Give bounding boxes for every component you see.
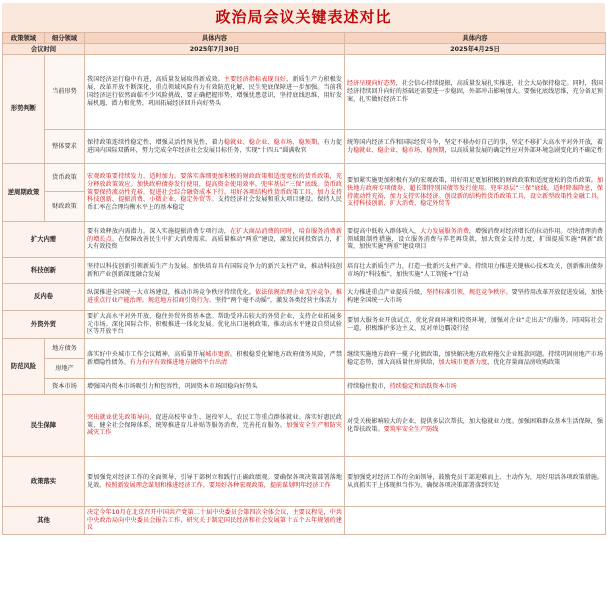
cell-a: 坚持以科技创新引领新质生产力发展。加快培育具有国际竞争力的新兴支柱产业，推动科技创新和产业创新深度融合发展 xyxy=(85,258,345,284)
comparison-table xyxy=(2,32,606,535)
cell-b: 要加紧实施更加积极有为的宏观政策，用好用足更加积极的财政政策和适度宽松的货币政策。加快地方政府专项债券、超长期特别国债等发行使用。兜牢基层“三保”底线。适时降准降息，保持流动性充裕，加力支持实体经济。创设新的结构性货币政策工具，设立新型政策性金融工具，支持科技创新、扩大消费、稳定外贸等 xyxy=(345,164,606,222)
table-row xyxy=(3,258,606,284)
cell-b: 对受关税影响较大的企业，提供多层次帮扶，加大稳就业力度。加强困难群众基本生活保障，强化帮扶政策。要筑牢安全生产防线 xyxy=(345,395,606,457)
header-row xyxy=(3,33,606,44)
cell-b: 要提高中低收入群体收入，大力发展服务消费，增强消费对经济增长的拉动作用。尽快清理消费领域限制性措施，设立服务消费与养老再贷款，加大资金支持力度，扩围提质实施“两新”政策，加快实施“两重”建设项目 xyxy=(345,222,606,258)
cell-b: 培育壮大新质生产力，打造一批新兴支柱产业。持续用力推进关键核心技术攻关，创新推出债券市场的“科技板”，加快实施“人工智能+”行动 xyxy=(345,258,606,284)
section-label: 形势判断 xyxy=(3,55,45,164)
date-row xyxy=(3,44,606,55)
cell-b: 继续实施地方政府一揽子化债政策，加快解决地方政府拖欠企业账款问题。持续巩固房地产市场稳定态势，加大高质量住房供给，加大城市更新力度，优化存量商品房收购政策 xyxy=(345,339,606,379)
sub-label: 房地产 xyxy=(45,359,85,379)
cell-a: 增强国内资本市场吸引力和包容性，巩固资本市场回稳向好势头 xyxy=(85,379,345,395)
header-domain: 政策领域 xyxy=(3,33,45,44)
section-label: 逆周期政策 xyxy=(3,164,45,222)
section-label: 政策落实 xyxy=(3,457,85,507)
sub-label: 货币政策 xyxy=(45,164,85,192)
cell-a: 要有效释放内需潜力。深入实施提振消费专项行动，在扩大商品消费的同时，培育服务消费新的增长点。在保障改善民生中扩大消费需求。高质量推动“两重”建设，激发民间投资活力，扩大有效投资 xyxy=(85,222,345,258)
cell-a: 我国经济运行稳中有进，高质量发展取得新成效。主要经济指标表现良好，新质生产力积极发展，改革开放不断深化，重点领域风险有力有效防范化解，民生兜底保障进一步加强。当前我国经济运行依然面临不少风险挑战，要正确把握形势，增强忧患意识，坚持底线思维，用好发展机遇、潜力和优势，巩固拓展经济回升向好势头 xyxy=(85,55,345,130)
section-label: 科技创新 xyxy=(3,258,85,284)
cell-a: 决定今年10月在北京召开中国共产党第二十届中央委员会第四次全体会议，主要议程是，中共中央政治局向中央委员会报告工作，研究关于制定国民经济和社会发展第十五个五年规划的建议 xyxy=(85,507,345,535)
table-row xyxy=(3,507,606,535)
table-row xyxy=(3,284,606,311)
table-row xyxy=(3,339,606,359)
section-label: 反内卷 xyxy=(3,284,85,311)
header-subdomain: 细分领域 xyxy=(45,33,85,44)
cell-a: 保持政策连续性稳定性，增强灵活性预见性，着力稳就业、稳企业、稳市场、稳预期，有力促进国内国际双循环，努力完成全年经济社会发展目标任务，实现“十四五”圆满收官 xyxy=(85,130,345,164)
sub-label: 资本市场 xyxy=(45,379,85,395)
table-row xyxy=(3,222,606,258)
section-label: 其他 xyxy=(3,507,85,535)
header-time: 会议时间 xyxy=(3,44,85,55)
page-title: 政治局会议关键表述对比 xyxy=(2,3,605,32)
header-content-b: 具体内容 xyxy=(345,33,606,44)
cell-b: 统筹国内经济工作和国际经贸斗争，坚定不移办好自己的事，坚定不移扩大高水平对外开放，着力稳就业、稳企业、稳市场、稳预期，以高质量发展的确定性应对外部环境急剧变化的不确定性 xyxy=(345,130,606,164)
cell-a: 落实好中央城市工作会议精神，高质量开展城市更新。积极稳妥化解地方政府债务风险，严禁新增隐性债务。有力有序有效推进地方融资平台出清 xyxy=(85,339,345,379)
sub-label: 整体要求 xyxy=(45,130,85,164)
section-label: 外资外贸 xyxy=(3,311,85,339)
section-label: 民生保障 xyxy=(3,395,85,457)
sub-label: 当前形势 xyxy=(45,55,85,130)
cell-a: 要扩大高水平对外开放，稳住外贸外资基本盘。帮助受冲击较大的外贸企业，支持企业拓展多元市场。深化国际合作，积极推进一体化发展。优化出口退税政策，推动高水平建设自贸试验区等开放平台 xyxy=(85,311,345,339)
date-a: 2025年7月30日 xyxy=(85,44,345,55)
section-label: 防范风险 xyxy=(3,339,45,395)
date-b: 2025年4月25日 xyxy=(345,44,606,55)
cell-b: 持续稳住股市，持续稳定和活跃资本市场 xyxy=(345,379,606,395)
table-row xyxy=(3,395,606,457)
cell-b: 要加强党对经济工作的全面领导，鼓励党员干部迎难而上、主动作为，用好用活各项政策措施。从真抓实干上体现担当作为，确保各项决策部署落到实处 xyxy=(345,457,606,507)
table-row xyxy=(3,311,606,339)
cell-a: 纵深推进全国统一大市场建设，推动市场竞争秩序持续优化。依法依规治理企业无序竞争。推进重点行业产能治理。规范地方招商引资行为。坚持“两个毫不动摇”，激发各类经营主体活力 xyxy=(85,284,345,311)
table-row xyxy=(3,457,606,507)
cell-a: 要加强党对经济工作的全面领导，引导干部树立和践行正确政绩观。要确保各项决策部署落地见效。按照新发展理念谋划和推进经济工作。要用好各种宏观政策，提前谋划明年经济工作 xyxy=(85,457,345,507)
table-row xyxy=(3,55,606,130)
table-row xyxy=(3,379,606,395)
cell-b: 经济呈现向好态势，社会信心持续提振，高质量发展扎实推进，社会大局保持稳定。同时，我国经济持续回升向好的基础还需要进一步稳固，外部冲击影响加大。要强化底线思维，充分备足预案，扎实做好经济工作 xyxy=(345,55,606,130)
cell-a: 宏观政策要持续发力、适时加力。要落实落细更加积极的财政政策和适度宽松的货币政策，充分释放政策效应。加快政府债券发行使用，提高资金使用效率。兜牢基层“三保”底线。货币政策要保持流动性充裕，促进社会综合融资成本下行。用好各项结构性货币政策工具，加力支持科技创新、提振消费、小微企业、稳定外贸等。支持经济社会发展和重大项目建设。保持人民币汇率在合理均衡水平上的基本稳定 xyxy=(85,164,345,222)
header-content-a: 具体内容 xyxy=(85,33,345,44)
sub-label: 财政政策 xyxy=(45,192,85,222)
cell-b: 大力推进重点产业提质升级，坚持标准引领，规范竞争秩序。要坚持用改革开放促进发展，加快构建全国统一大市场 xyxy=(345,284,606,311)
cell-b xyxy=(345,507,606,535)
sub-label: 地方债务 xyxy=(45,339,85,359)
table-row xyxy=(3,164,606,192)
cell-b: 要加大服务业开放试点，优化营商环境和投资环境，加强对企业“走出去”的服务。同国际社会一道，积极维护多边主义，反对单边霸凌行径 xyxy=(345,311,606,339)
cell-a: 突出就业优先政策导向，促进高校毕业生、退役军人、农民工等重点群体就业。落实好惠民政策，健全社会保障体系，统筹推进育儿补贴等服务消费，完善托育服务。加强安全生产和防灾减灾工作 xyxy=(85,395,345,457)
section-label: 扩大内需 xyxy=(3,222,85,258)
table-row xyxy=(3,130,606,164)
